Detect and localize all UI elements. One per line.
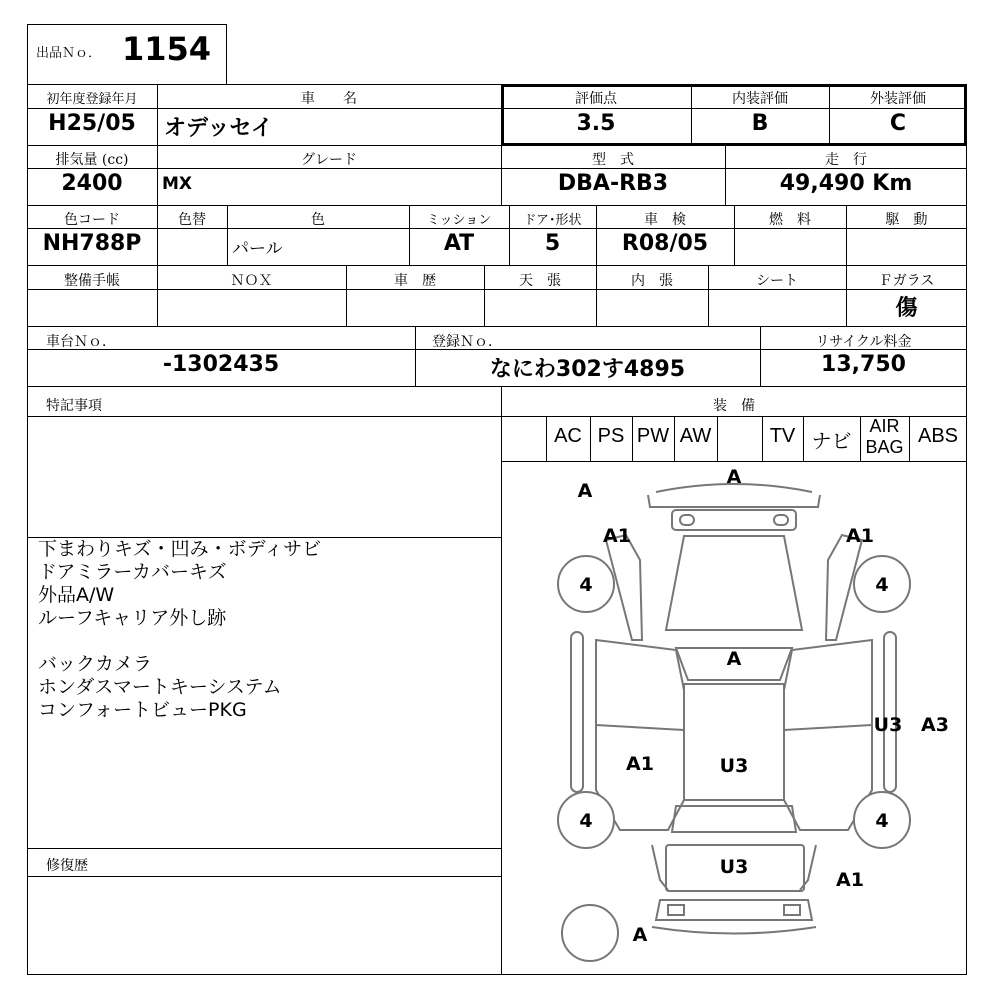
damage-right-side-outer: A3 — [921, 714, 949, 736]
plate-number-label: 登録Ｎｏ． — [432, 334, 502, 350]
color-code-label: 色コード — [64, 212, 120, 228]
remarks-line: 下まわりキズ・凹み・ボディサビ — [38, 538, 322, 560]
model-value: DBA-RB3 — [557, 171, 669, 196]
damage-roof-center: U3 — [719, 755, 749, 777]
color-value: パール — [232, 239, 283, 259]
remarks-line: ホンダスマートキーシステム — [38, 676, 282, 698]
recycle-fee-label: リサイクル料金 — [815, 334, 912, 350]
score-value: 3.5 — [576, 111, 616, 136]
inspection-label: 車 検 — [644, 212, 686, 228]
remarks-text — [38, 538, 498, 722]
damage-right-side-inner: U3 — [873, 714, 903, 736]
remarks-line: コンフォートビューPKG — [38, 699, 247, 721]
first-registration-value: H25/05 — [48, 111, 136, 136]
damage-left-fender: A1 — [603, 525, 631, 547]
remarks-line: ドアミラーカバーキズ — [38, 561, 227, 583]
repair-history-label: 修復歴 — [46, 858, 88, 874]
interior-trim-label: 内 張 — [631, 273, 673, 289]
remarks-line: 外品A/W — [38, 584, 115, 606]
inspection-value: R08/05 — [621, 231, 709, 256]
damage-front-left-corner: A — [577, 480, 593, 502]
damage-rear-right: A1 — [836, 869, 864, 891]
damage-right-fender: A1 — [846, 525, 874, 547]
mileage-value: 49,490 Km — [779, 171, 913, 196]
right-body-side — [784, 640, 872, 830]
damage-trunk: U3 — [719, 856, 749, 878]
equipment-label: 装 備 — [713, 398, 755, 414]
mileage-label: 走 行 — [825, 152, 867, 168]
chassis-number-value: -1302435 — [162, 352, 280, 377]
first-registration-label: 初年度登録年月 — [46, 92, 138, 107]
tire-front-right-tread: 4 — [875, 574, 889, 596]
car-name-label: 車 名 — [301, 91, 357, 107]
tire-front-left-tread: 4 — [579, 574, 593, 596]
seat-label: シート — [756, 273, 798, 289]
chassis-number-label: 車台Ｎｏ． — [46, 334, 116, 350]
exterior-rating-label: 外装評価 — [870, 91, 926, 107]
equipment-pw: PW — [636, 425, 670, 447]
equipment-abs: ABS — [917, 425, 959, 447]
equipment-ac: AC — [554, 425, 582, 447]
rear-bumper-outline — [656, 900, 812, 920]
hood-outline — [666, 536, 802, 630]
mission-label: ミッション — [426, 213, 492, 228]
remarks-line: ルーフキャリア外し跡 — [38, 607, 227, 629]
remarks-line: バックカメラ — [38, 653, 153, 675]
lot-number: 1154 — [122, 30, 212, 68]
damage-rear-bumper: A — [632, 924, 648, 946]
equipment-aw: AW — [679, 425, 712, 447]
nox-label: ＮＯＸ — [230, 273, 273, 289]
fuel-label: 燃 料 — [769, 212, 811, 228]
equipment-ps: PS — [597, 425, 625, 447]
equipment-tv: TV — [769, 425, 796, 447]
equipment-airbag: AIR BAG — [865, 416, 904, 457]
car-name-value: オデッセイ — [164, 116, 273, 141]
damage-front-bumper: A — [726, 466, 742, 488]
repaint-label: 色替 — [178, 212, 206, 228]
tire-rear-right-tread: 4 — [875, 810, 889, 832]
exterior-rating-value: C — [889, 111, 907, 136]
tire-rear-left-tread: 4 — [579, 810, 593, 832]
recycle-fee-value: 13,750 — [821, 352, 906, 377]
lot-label: 出品Ｎｏ． — [36, 46, 102, 61]
displacement-value: 2400 — [61, 171, 123, 196]
interior-rating-label: 内装評価 — [732, 91, 788, 107]
vehicle-history-label: 車 歴 — [394, 273, 436, 289]
color-label: 色 — [311, 212, 325, 228]
grade-value: MX — [162, 174, 193, 194]
spare-tire — [562, 905, 618, 961]
headliner-label: 天 張 — [519, 273, 561, 289]
score-label: 評価点 — [575, 91, 617, 107]
equipment-navi: ナビ — [811, 431, 852, 453]
damage-roof: A — [726, 648, 742, 670]
door-label: ドア･形状 — [523, 213, 582, 228]
model-label: 型 式 — [592, 152, 634, 168]
damage-left-side: A1 — [626, 753, 654, 775]
car-damage-diagram — [501, 461, 967, 975]
door-value: 5 — [544, 231, 561, 256]
interior-rating-value: B — [751, 111, 769, 136]
color-code-value: NH788P — [42, 231, 142, 256]
grade-label: グレード — [301, 152, 357, 168]
mission-value: AT — [443, 231, 475, 256]
displacement-label: 排気量 (cc) — [55, 152, 129, 168]
remarks-label: 特記事項 — [46, 398, 102, 414]
plate-number-value: なにわ302す4895 — [489, 357, 686, 382]
left-body-side — [596, 640, 684, 830]
maintenance-record-label: 整備手帳 — [64, 273, 120, 289]
front-glass-label: Ｆガラス — [878, 273, 935, 289]
remarks-line — [38, 630, 498, 653]
drive-label: 駆 動 — [885, 212, 928, 228]
front-glass-value: 傷 — [895, 296, 918, 321]
front-grille — [672, 510, 796, 530]
